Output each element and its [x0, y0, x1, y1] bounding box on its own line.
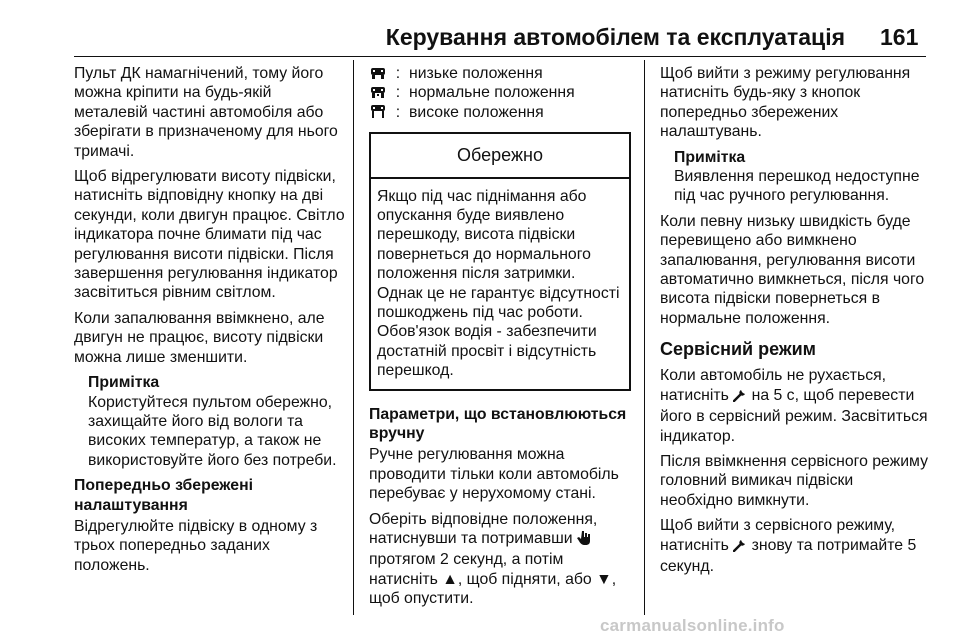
colon: :	[395, 84, 401, 102]
paragraph: Ручне регулювання можна проводити тільки коли автомобіль перебуває у нерухомому стані.	[369, 446, 619, 503]
paragraph	[660, 366, 928, 446]
position-row-normal	[369, 83, 631, 102]
car-low-icon	[369, 67, 387, 81]
caution-box	[369, 132, 631, 390]
paragraph: Відрегулюйте підвіску в одному з трьох попередньо заданих положень.	[74, 517, 318, 574]
text-run: знову та потримайте 5 секунд.	[660, 536, 917, 575]
note-title: Примітка	[674, 148, 746, 166]
note-text: Виявлення перешкод недоступне під час ручного регулювання.	[674, 168, 920, 205]
note-title: Примітка	[88, 374, 160, 392]
text-run: Оберіть відповідне положення, натиснувши та потримавши	[369, 510, 598, 548]
header-rule	[74, 56, 926, 57]
position-label: низьке положення	[409, 65, 543, 82]
paragraph	[660, 516, 928, 576]
text-run: на 5 с, щоб перевести його в сервісний режим. Засвітиться індикатор.	[660, 386, 928, 445]
watermark: carmanualsonline.info	[600, 616, 785, 635]
text-run: Коли автомобіль не рухається, натисніть	[660, 367, 887, 404]
position-row-low	[369, 64, 631, 83]
position-label: нормальне положення	[409, 84, 575, 102]
paragraph: Коли певну низьку швидкість буде перевищено або вимкнено запалювання, регулювання висоти автоматично вимкнеться, після чого висота підвіски повернеться в нормальне положення.	[660, 212, 925, 327]
paragraph: Пульт ДК намагнічений, тому його можна кріпити на будь-якій металевій частині автомобіля або зберігати в призначеному для нього тримачі.	[74, 65, 338, 160]
subsection-heading: Попередньо збережені налаштування	[74, 477, 254, 514]
text-run: , щоб опустити.	[369, 570, 617, 608]
car-high-icon	[369, 105, 387, 119]
paragraph: Щоб відрегулювати висоту підвіски, натисніть відповідну кнопку на дві секунди, коли двигун працює. Світло індикатора почне блимати під час регулювання висоти підвіски. Після завершення регулювання індикатор засвітиться рівним світлом.	[74, 168, 345, 302]
page-number: 161	[880, 24, 919, 50]
colon: :	[395, 65, 401, 82]
note	[660, 148, 928, 206]
paragraph	[369, 510, 631, 609]
text-run: Щоб вийти з сервісного режиму, натисніть	[660, 517, 896, 554]
column-2	[369, 64, 631, 615]
column-1	[74, 64, 346, 581]
colon: :	[395, 103, 401, 121]
paragraph: Коли запалювання ввімкнено, але двигун не працює, висоту підвіски можна лише зменшити.	[74, 309, 325, 366]
text-run: , щоб підняти, або	[457, 570, 592, 588]
note	[74, 373, 346, 470]
hand-press-icon	[577, 530, 591, 550]
caution-text: Якщо під час піднімання або опускання буде виявлено перешкоду, висота підвіски повернеться до нормального положення після затримки. Однак це не гарантує відсутності пошкоджень під час роботи. Обов'язок водія - забезпечити достатній просвіт і відсутність перешкод.	[377, 187, 620, 380]
note-text: Користуйтеся пультом обережно, захищайте його від вологи та високих температур, а також не використовуйте його без потреби.	[88, 393, 337, 469]
position-label: високе положення	[409, 103, 544, 121]
subsection-heading: Параметри, що встановлюються вручну	[369, 405, 627, 443]
wrench-icon	[733, 388, 747, 407]
text-run: протягом 2 секунд, а потім натисніть	[369, 551, 564, 588]
caution-title: Обережно	[371, 134, 629, 178]
position-row-high	[369, 103, 631, 122]
arrow-down-icon: ▼	[596, 570, 612, 588]
page-title: Керування автомобілем та експлуатація	[385, 24, 845, 50]
column-3	[660, 64, 928, 582]
column-divider-1	[353, 60, 354, 615]
wrench-icon	[733, 538, 747, 557]
paragraph: Після ввімкнення сервісного режиму головний вимикач підвіски необхідно вимкнути.	[660, 452, 928, 509]
arrow-up-icon: ▲	[442, 570, 458, 588]
car-normal-icon	[369, 86, 387, 100]
column-divider-2	[644, 60, 645, 615]
paragraph: Щоб вийти з режиму регулювання натисніть будь-яку з кнопок попередньо збережених налаштувань.	[660, 65, 911, 141]
section-heading: Сервісний режим	[660, 339, 816, 360]
